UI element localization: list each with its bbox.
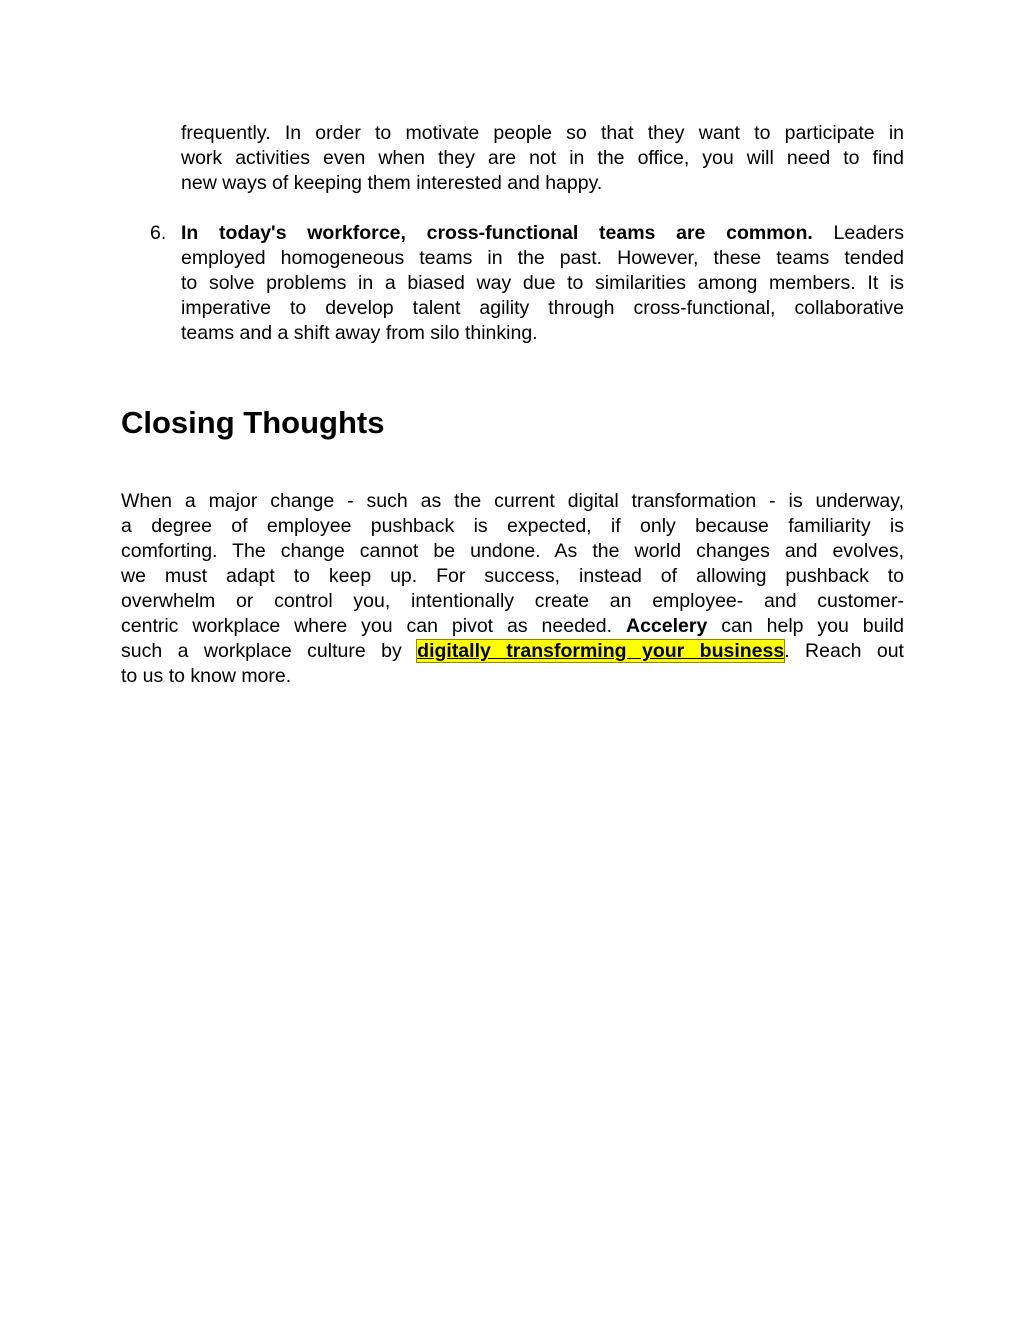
paragraph-line — [121, 614, 904, 639]
paragraph-line: a degree of employee pushback is expected, if only because familiarity is — [121, 515, 904, 537]
paragraph-line: to solve problems in a biased way due to similarities among members. It is — [181, 272, 904, 294]
list-item-number: 6. — [150, 222, 167, 244]
paragraph-line: employed homogeneous teams in the past. However, these teams tended — [181, 247, 904, 269]
brand-name: Accelery — [625, 615, 708, 637]
closing-text: such a workplace culture by — [121, 640, 418, 662]
list-item-6 — [181, 221, 904, 346]
list-item-bold-intro: In today's workforce, cross-functional teams are common. — [181, 222, 813, 244]
paragraph-line: we must adapt to keep up. For success, instead of allowing pushback to — [121, 565, 904, 587]
paragraph-line: to us to know more. — [121, 665, 292, 687]
list-item-text: Leaders — [812, 222, 904, 244]
paragraph-line: comforting. The change cannot be undone. As the world changes and evolves, — [121, 540, 904, 562]
closing-text: . Reach out — [784, 640, 904, 662]
paragraph-line: frequently. In order to motivate people so that they want to participate in — [181, 122, 904, 144]
continued-paragraph — [181, 121, 904, 196]
paragraph-line: When a major change - such as the current digital transformation - is underway, — [121, 490, 904, 512]
section-heading: Closing Thoughts — [121, 405, 385, 440]
closing-text: can help you build — [707, 615, 905, 637]
paragraph-line: overwhelm or control you, intentionally create an employee- and customer- — [121, 590, 904, 612]
paragraph-line: imperative to develop talent agility through cross-functional, collaborative — [181, 297, 904, 319]
paragraph-line: teams and a shift away from silo thinking. — [181, 322, 538, 344]
digital-transformation-link[interactable]: digitally transforming your business — [417, 640, 785, 662]
closing-paragraph — [121, 489, 904, 689]
paragraph-line — [121, 639, 904, 664]
paragraph-line: new ways of keeping them interested and happy. — [181, 172, 603, 194]
paragraph-line: work activities even when they are not in the office, you will need to find — [181, 147, 904, 169]
closing-text: centric workplace where you can pivot as needed. — [121, 615, 626, 637]
paragraph-line — [181, 221, 904, 246]
